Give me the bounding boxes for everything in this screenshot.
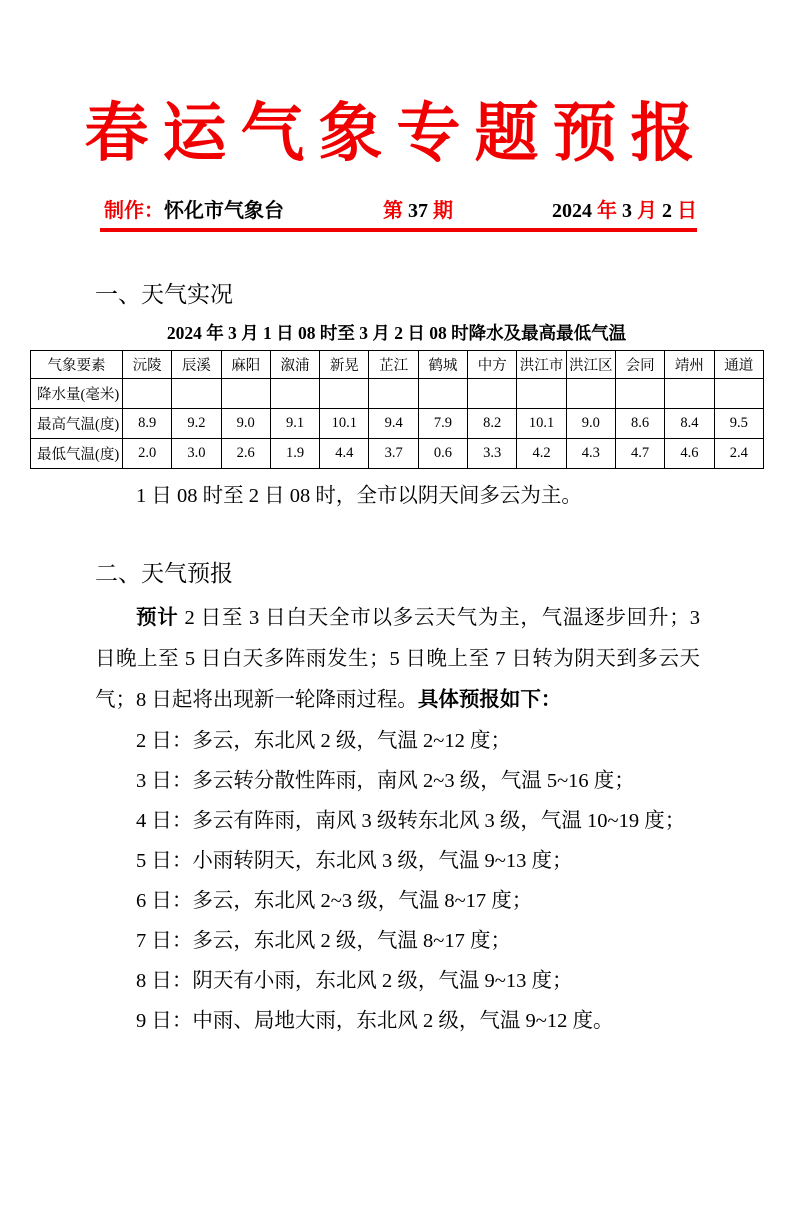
table-row bbox=[31, 379, 764, 409]
table-cell bbox=[418, 379, 467, 409]
observation-summary: 1 日 08 时至 2 日 08 时，全市以阴天间多云为主。 bbox=[136, 485, 582, 507]
table-cell: 4.7 bbox=[615, 439, 664, 469]
table-cell: 7.9 bbox=[418, 409, 467, 439]
table-header-row bbox=[31, 351, 764, 379]
column-header-station: 新晃 bbox=[320, 351, 369, 379]
table-cell: 3.7 bbox=[369, 439, 418, 469]
column-header-station: 麻阳 bbox=[221, 351, 270, 379]
table-cell: 4.4 bbox=[320, 439, 369, 469]
date-day-unit: 日 bbox=[677, 200, 697, 222]
forecast-lead: 预计 bbox=[136, 607, 179, 629]
daily-forecast-item: 2 日：多云，东北风 2 级，气温 2~12 度； bbox=[136, 730, 511, 752]
table-cell: 1.9 bbox=[270, 439, 319, 469]
table-cell bbox=[517, 379, 566, 409]
column-header-station: 洪江市 bbox=[517, 351, 566, 379]
daily-forecast-item: 5 日：小雨转阴天，东北风 3 级，气温 9~13 度； bbox=[136, 850, 573, 872]
table-cell: 3.0 bbox=[172, 439, 221, 469]
table-row bbox=[31, 439, 764, 469]
table-cell: 3.3 bbox=[468, 439, 517, 469]
forecast-body: 2 日至 3 日白天全市以多云天气为主，气温逐步回升；3 日晚上至 5 日白天多阵雨发生；5 日晚上至 7 日转为阴天到多云天气；8 日起将出现新一轮降雨过程。 bbox=[95, 607, 701, 711]
table-cell bbox=[221, 379, 270, 409]
table-cell bbox=[172, 379, 221, 409]
column-header-station: 洪江区 bbox=[566, 351, 615, 379]
header-divider bbox=[100, 228, 697, 232]
table-cell bbox=[566, 379, 615, 409]
table-cell: 8.2 bbox=[468, 409, 517, 439]
table-title: 2024 年 3 月 1 日 08 时至 3 月 2 日 08 时降水及最高最低气温 bbox=[166, 323, 627, 343]
column-header-station: 通道 bbox=[714, 351, 763, 379]
section-heading-actual-weather: 一、天气实况 bbox=[95, 282, 233, 307]
daily-forecast-list bbox=[95, 721, 700, 1041]
forecast-tail: 具体预报如下： bbox=[417, 689, 562, 711]
table-cell bbox=[468, 379, 517, 409]
table-cell: 9.0 bbox=[221, 409, 270, 439]
table-cell: 4.3 bbox=[566, 439, 615, 469]
date-year: 2024 bbox=[552, 200, 592, 222]
issue-number bbox=[383, 196, 453, 226]
table-cell: 9.1 bbox=[270, 409, 319, 439]
table-cell: 0.6 bbox=[418, 439, 467, 469]
date-year-unit: 年 bbox=[597, 200, 617, 222]
daily-forecast-item: 9 日：中雨、局地大雨，东北风 2 级，气温 9~12 度。 bbox=[136, 1010, 614, 1032]
date-day: 2 bbox=[662, 200, 672, 222]
column-header-station: 沅陵 bbox=[123, 351, 172, 379]
table-row bbox=[31, 409, 764, 439]
table-cell: 2.4 bbox=[714, 439, 763, 469]
daily-forecast-item: 6 日：多云，东北风 2~3 级，气温 8~17 度； bbox=[136, 890, 533, 912]
meta-row bbox=[104, 196, 697, 226]
row-label: 降水量(毫米) bbox=[31, 379, 123, 409]
weather-observation-table bbox=[30, 350, 764, 469]
issue-prefix: 第 bbox=[383, 200, 403, 222]
issue-value: 37 bbox=[408, 200, 428, 222]
section-heading-forecast: 二、天气预报 bbox=[95, 561, 233, 586]
document-title: 春运气象专题预报 bbox=[84, 98, 709, 169]
table-cell: 8.9 bbox=[123, 409, 172, 439]
table-cell bbox=[369, 379, 418, 409]
weather-bulletin-page bbox=[0, 86, 793, 1208]
table-cell: 8.6 bbox=[615, 409, 664, 439]
column-header-station: 靖州 bbox=[665, 351, 714, 379]
producer-name: 怀化市气象台 bbox=[164, 200, 284, 222]
issue-suffix: 期 bbox=[433, 200, 453, 222]
table-cell bbox=[714, 379, 763, 409]
daily-forecast-item: 4 日：多云有阵雨，南风 3 级转东北风 3 级，气温 10~19 度； bbox=[136, 810, 686, 832]
column-header-station: 芷江 bbox=[369, 351, 418, 379]
daily-forecast-item: 7 日：多云，东北风 2 级，气温 8~17 度； bbox=[136, 930, 511, 952]
table-cell: 4.2 bbox=[517, 439, 566, 469]
table-cell bbox=[615, 379, 664, 409]
table-cell: 9.2 bbox=[172, 409, 221, 439]
producer-label: 制作： bbox=[104, 200, 164, 222]
table-cell: 2.6 bbox=[221, 439, 270, 469]
date-month: 3 bbox=[622, 200, 632, 222]
table-cell: 9.0 bbox=[566, 409, 615, 439]
table-cell: 8.4 bbox=[665, 409, 714, 439]
producer bbox=[104, 196, 284, 226]
table-cell: 10.1 bbox=[517, 409, 566, 439]
forecast-paragraph bbox=[95, 598, 700, 721]
row-label: 最低气温(度) bbox=[31, 439, 123, 469]
daily-forecast-item: 8 日：阴天有小雨，东北风 2 级，气温 9~13 度； bbox=[136, 970, 573, 992]
column-header-station: 鹤城 bbox=[418, 351, 467, 379]
column-header-element: 气象要素 bbox=[31, 351, 123, 379]
table-cell bbox=[270, 379, 319, 409]
table-cell: 2.0 bbox=[123, 439, 172, 469]
column-header-station: 辰溪 bbox=[172, 351, 221, 379]
table-cell: 4.6 bbox=[665, 439, 714, 469]
table-cell bbox=[320, 379, 369, 409]
table-cell bbox=[123, 379, 172, 409]
date-month-unit: 月 bbox=[637, 200, 657, 222]
column-header-station: 会同 bbox=[615, 351, 664, 379]
table-cell: 10.1 bbox=[320, 409, 369, 439]
row-label: 最高气温(度) bbox=[31, 409, 123, 439]
table-cell: 9.4 bbox=[369, 409, 418, 439]
column-header-station: 溆浦 bbox=[270, 351, 319, 379]
column-header-station: 中方 bbox=[468, 351, 517, 379]
issue-date bbox=[552, 196, 697, 226]
table-cell bbox=[665, 379, 714, 409]
table-cell: 9.5 bbox=[714, 409, 763, 439]
daily-forecast-item: 3 日：多云转分散性阵雨，南风 2~3 级，气温 5~16 度； bbox=[136, 770, 635, 792]
